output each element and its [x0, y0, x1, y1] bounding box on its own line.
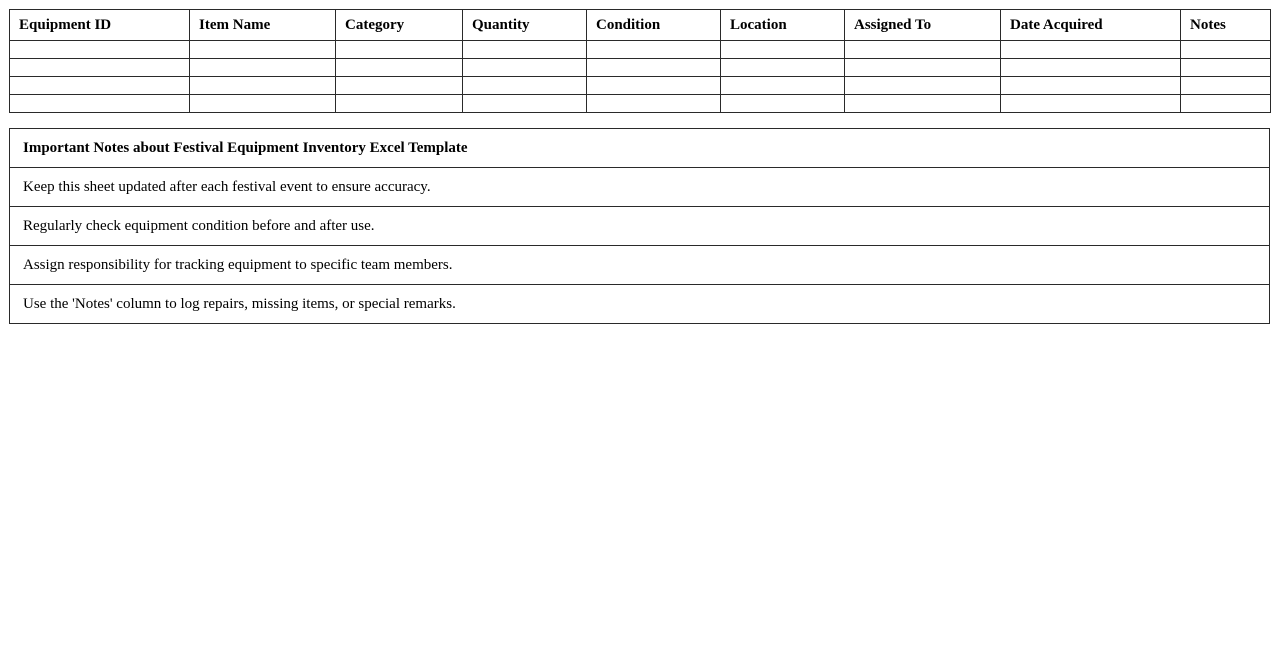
table-row	[10, 59, 1271, 77]
column-header-date-acquired: Date Acquired	[1001, 10, 1181, 41]
cell-assigned-to[interactable]	[845, 59, 1001, 77]
cell-location[interactable]	[721, 95, 845, 113]
notes-item-row	[10, 207, 1270, 246]
notes-item: Keep this sheet updated after each festival event to ensure accuracy.	[10, 168, 1270, 207]
cell-condition[interactable]	[587, 59, 721, 77]
table-header-row	[10, 10, 1271, 41]
column-header-quantity: Quantity	[463, 10, 587, 41]
cell-location[interactable]	[721, 59, 845, 77]
cell-date-acquired[interactable]	[1001, 59, 1181, 77]
cell-condition[interactable]	[587, 41, 721, 59]
document-page	[0, 0, 1278, 324]
cell-quantity[interactable]	[463, 95, 587, 113]
notes-item-row	[10, 168, 1270, 207]
cell-location[interactable]	[721, 77, 845, 95]
cell-location[interactable]	[721, 41, 845, 59]
cell-date-acquired[interactable]	[1001, 77, 1181, 95]
cell-notes[interactable]	[1181, 41, 1271, 59]
cell-condition[interactable]	[587, 77, 721, 95]
table-row	[10, 41, 1271, 59]
notes-item: Assign responsibility for tracking equipment to specific team members.	[10, 246, 1270, 285]
column-header-assigned-to: Assigned To	[845, 10, 1001, 41]
cell-notes[interactable]	[1181, 95, 1271, 113]
cell-quantity[interactable]	[463, 41, 587, 59]
cell-notes[interactable]	[1181, 77, 1271, 95]
cell-date-acquired[interactable]	[1001, 41, 1181, 59]
notes-title-row	[10, 129, 1270, 168]
cell-assigned-to[interactable]	[845, 95, 1001, 113]
notes-item: Use the 'Notes' column to log repairs, missing items, or special remarks.	[10, 285, 1270, 324]
cell-equipment-id[interactable]	[10, 95, 190, 113]
cell-item-name[interactable]	[190, 77, 336, 95]
cell-category[interactable]	[336, 59, 463, 77]
cell-item-name[interactable]	[190, 95, 336, 113]
cell-item-name[interactable]	[190, 59, 336, 77]
cell-category[interactable]	[336, 41, 463, 59]
cell-condition[interactable]	[587, 95, 721, 113]
equipment-inventory-table	[9, 9, 1271, 113]
column-header-item-name: Item Name	[190, 10, 336, 41]
column-header-condition: Condition	[587, 10, 721, 41]
cell-category[interactable]	[336, 95, 463, 113]
cell-equipment-id[interactable]	[10, 77, 190, 95]
table-row	[10, 95, 1271, 113]
cell-date-acquired[interactable]	[1001, 95, 1181, 113]
cell-equipment-id[interactable]	[10, 59, 190, 77]
cell-item-name[interactable]	[190, 41, 336, 59]
cell-quantity[interactable]	[463, 77, 587, 95]
notes-item-row	[10, 246, 1270, 285]
cell-notes[interactable]	[1181, 59, 1271, 77]
cell-assigned-to[interactable]	[845, 41, 1001, 59]
notes-section	[9, 128, 1270, 324]
column-header-equipment-id: Equipment ID	[10, 10, 190, 41]
notes-item: Regularly check equipment condition before and after use.	[10, 207, 1270, 246]
important-notes-table	[9, 128, 1270, 324]
notes-item-row	[10, 285, 1270, 324]
notes-title: Important Notes about Festival Equipment Inventory Excel Template	[10, 129, 1270, 168]
cell-assigned-to[interactable]	[845, 77, 1001, 95]
cell-category[interactable]	[336, 77, 463, 95]
column-header-location: Location	[721, 10, 845, 41]
column-header-notes: Notes	[1181, 10, 1271, 41]
column-header-category: Category	[336, 10, 463, 41]
cell-quantity[interactable]	[463, 59, 587, 77]
cell-equipment-id[interactable]	[10, 41, 190, 59]
table-row	[10, 77, 1271, 95]
